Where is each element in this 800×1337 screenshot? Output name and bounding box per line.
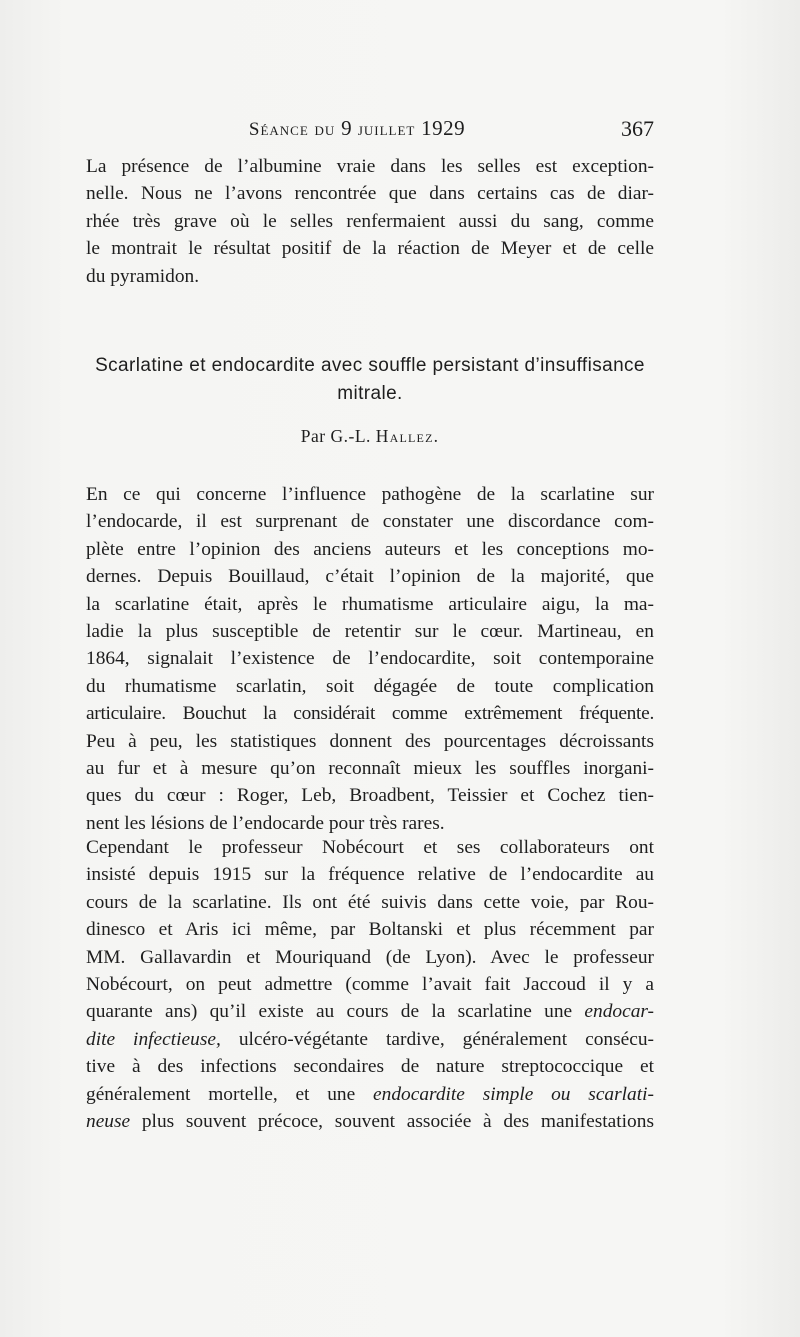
text-line: cours de la scarlatine. Ils ont été suivis dans cette voie, par Rou- bbox=[86, 891, 654, 913]
intro-paragraph bbox=[86, 153, 654, 290]
text-line: tive à des infections secondaires de nature streptococcique et bbox=[86, 1056, 654, 1078]
italic-term: dite infectieuse, bbox=[86, 1028, 221, 1050]
text-line: Peu à peu, les statistiques donnent des pourcentages décroissants bbox=[86, 730, 654, 752]
byline-author: Hallez. bbox=[375, 426, 440, 446]
seance-label: Séance du bbox=[248, 119, 336, 140]
text-line: du rhumatisme scarlatin, soit dégagée de toute complication bbox=[86, 675, 654, 697]
session-date-heading bbox=[60, 116, 654, 141]
article-title-line: Scarlatine et endocardite avec souffle persistant d’insuffisance bbox=[95, 355, 645, 376]
text-line bbox=[86, 998, 654, 1025]
text-line: ques du cœur : Roger, Leb, Broadbent, Teissier et Cochez tien- bbox=[86, 785, 654, 807]
italic-term: neuse bbox=[86, 1111, 131, 1133]
text-line: En ce qui concerne l’influence pathogène de la scarlatine sur bbox=[86, 484, 654, 505]
text-run: plus souvent précoce, souvent associée à des manifestations bbox=[141, 1111, 654, 1133]
text-line: ladie la plus susceptible de retentir sur le cœur. Martineau, en bbox=[86, 621, 654, 643]
article-title bbox=[86, 352, 654, 408]
text-run: ulcéro-végétante tardive, généralement consécu- bbox=[238, 1028, 655, 1050]
text-line: dernes. Depuis Bouillaud, c’était l’opinion de la majorité, que bbox=[86, 566, 654, 588]
byline bbox=[86, 426, 654, 447]
article-title-line: mitrale. bbox=[337, 383, 403, 404]
italic-term: endocardite simple ou scarlati- bbox=[373, 1083, 654, 1105]
text-line: La présence de l’albumine vraie dans les selles est exception- bbox=[86, 156, 654, 177]
text-line: nelle. Nous ne l’avons rencontrée que dans certains cas de diar- bbox=[86, 183, 654, 205]
text-line: articulaire. Bouchut la considérait comme extrêmement fréquente. bbox=[86, 703, 654, 725]
italic-term: endocar- bbox=[584, 1001, 654, 1023]
body-paragraph-1 bbox=[86, 481, 654, 837]
text-line bbox=[86, 1026, 654, 1053]
seance-month: juillet bbox=[357, 119, 416, 140]
seance-day: 9 bbox=[341, 116, 353, 140]
body-paragraph-2 bbox=[86, 834, 654, 1135]
text-line: Cependant le professeur Nobécourt et ses collaborateurs ont bbox=[86, 837, 654, 858]
text-run: généralement mortelle, et une bbox=[86, 1083, 356, 1105]
text-line: le montrait le résultat positif de la réaction de Meyer et de celle bbox=[86, 238, 654, 260]
text-line: insisté depuis 1915 sur la fréquence relative de l’endocardite au bbox=[86, 864, 654, 886]
text-line bbox=[86, 1108, 654, 1135]
text-line bbox=[86, 1081, 654, 1108]
byline-prefix: Par G.-L. bbox=[300, 426, 371, 446]
text-line: du pyramidon. bbox=[86, 265, 200, 287]
text-line: dinesco et Aris ici même, par Boltanski et plus récemment par bbox=[86, 919, 654, 941]
text-line: au fur et à mesure qu’on reconnaît mieux les souffles inorgani- bbox=[86, 758, 654, 780]
text-run: quarante ans) qu’il existe au cours de la scarlatine une bbox=[86, 1001, 573, 1023]
running-head bbox=[60, 116, 654, 146]
text-line: l’endocarde, il est surprenant de constater une discordance com- bbox=[86, 511, 654, 533]
page-number: 367 bbox=[621, 116, 654, 141]
text-line: la scarlatine était, après le rhumatisme articulaire aigu, la ma- bbox=[86, 593, 654, 615]
text-line: plète entre l’opinion des anciens auteurs et les conceptions mo- bbox=[86, 538, 654, 560]
seance-year: 1929 bbox=[421, 116, 466, 140]
text-line: Nobécourt, on peut admettre (comme l’avait fait Jaccoud il y a bbox=[86, 974, 654, 996]
text-line: 1864, signalait l’existence de l’endocardite, soit contemporaine bbox=[86, 648, 654, 670]
text-line: MM. Gallavardin et Mouriquand (de Lyon). Avec le professeur bbox=[86, 946, 654, 968]
text-line: nent les lésions de l’endocarde pour très rares. bbox=[86, 812, 445, 834]
text-line: rhée très grave où le selles renfermaient aussi du sang, comme bbox=[86, 210, 654, 232]
